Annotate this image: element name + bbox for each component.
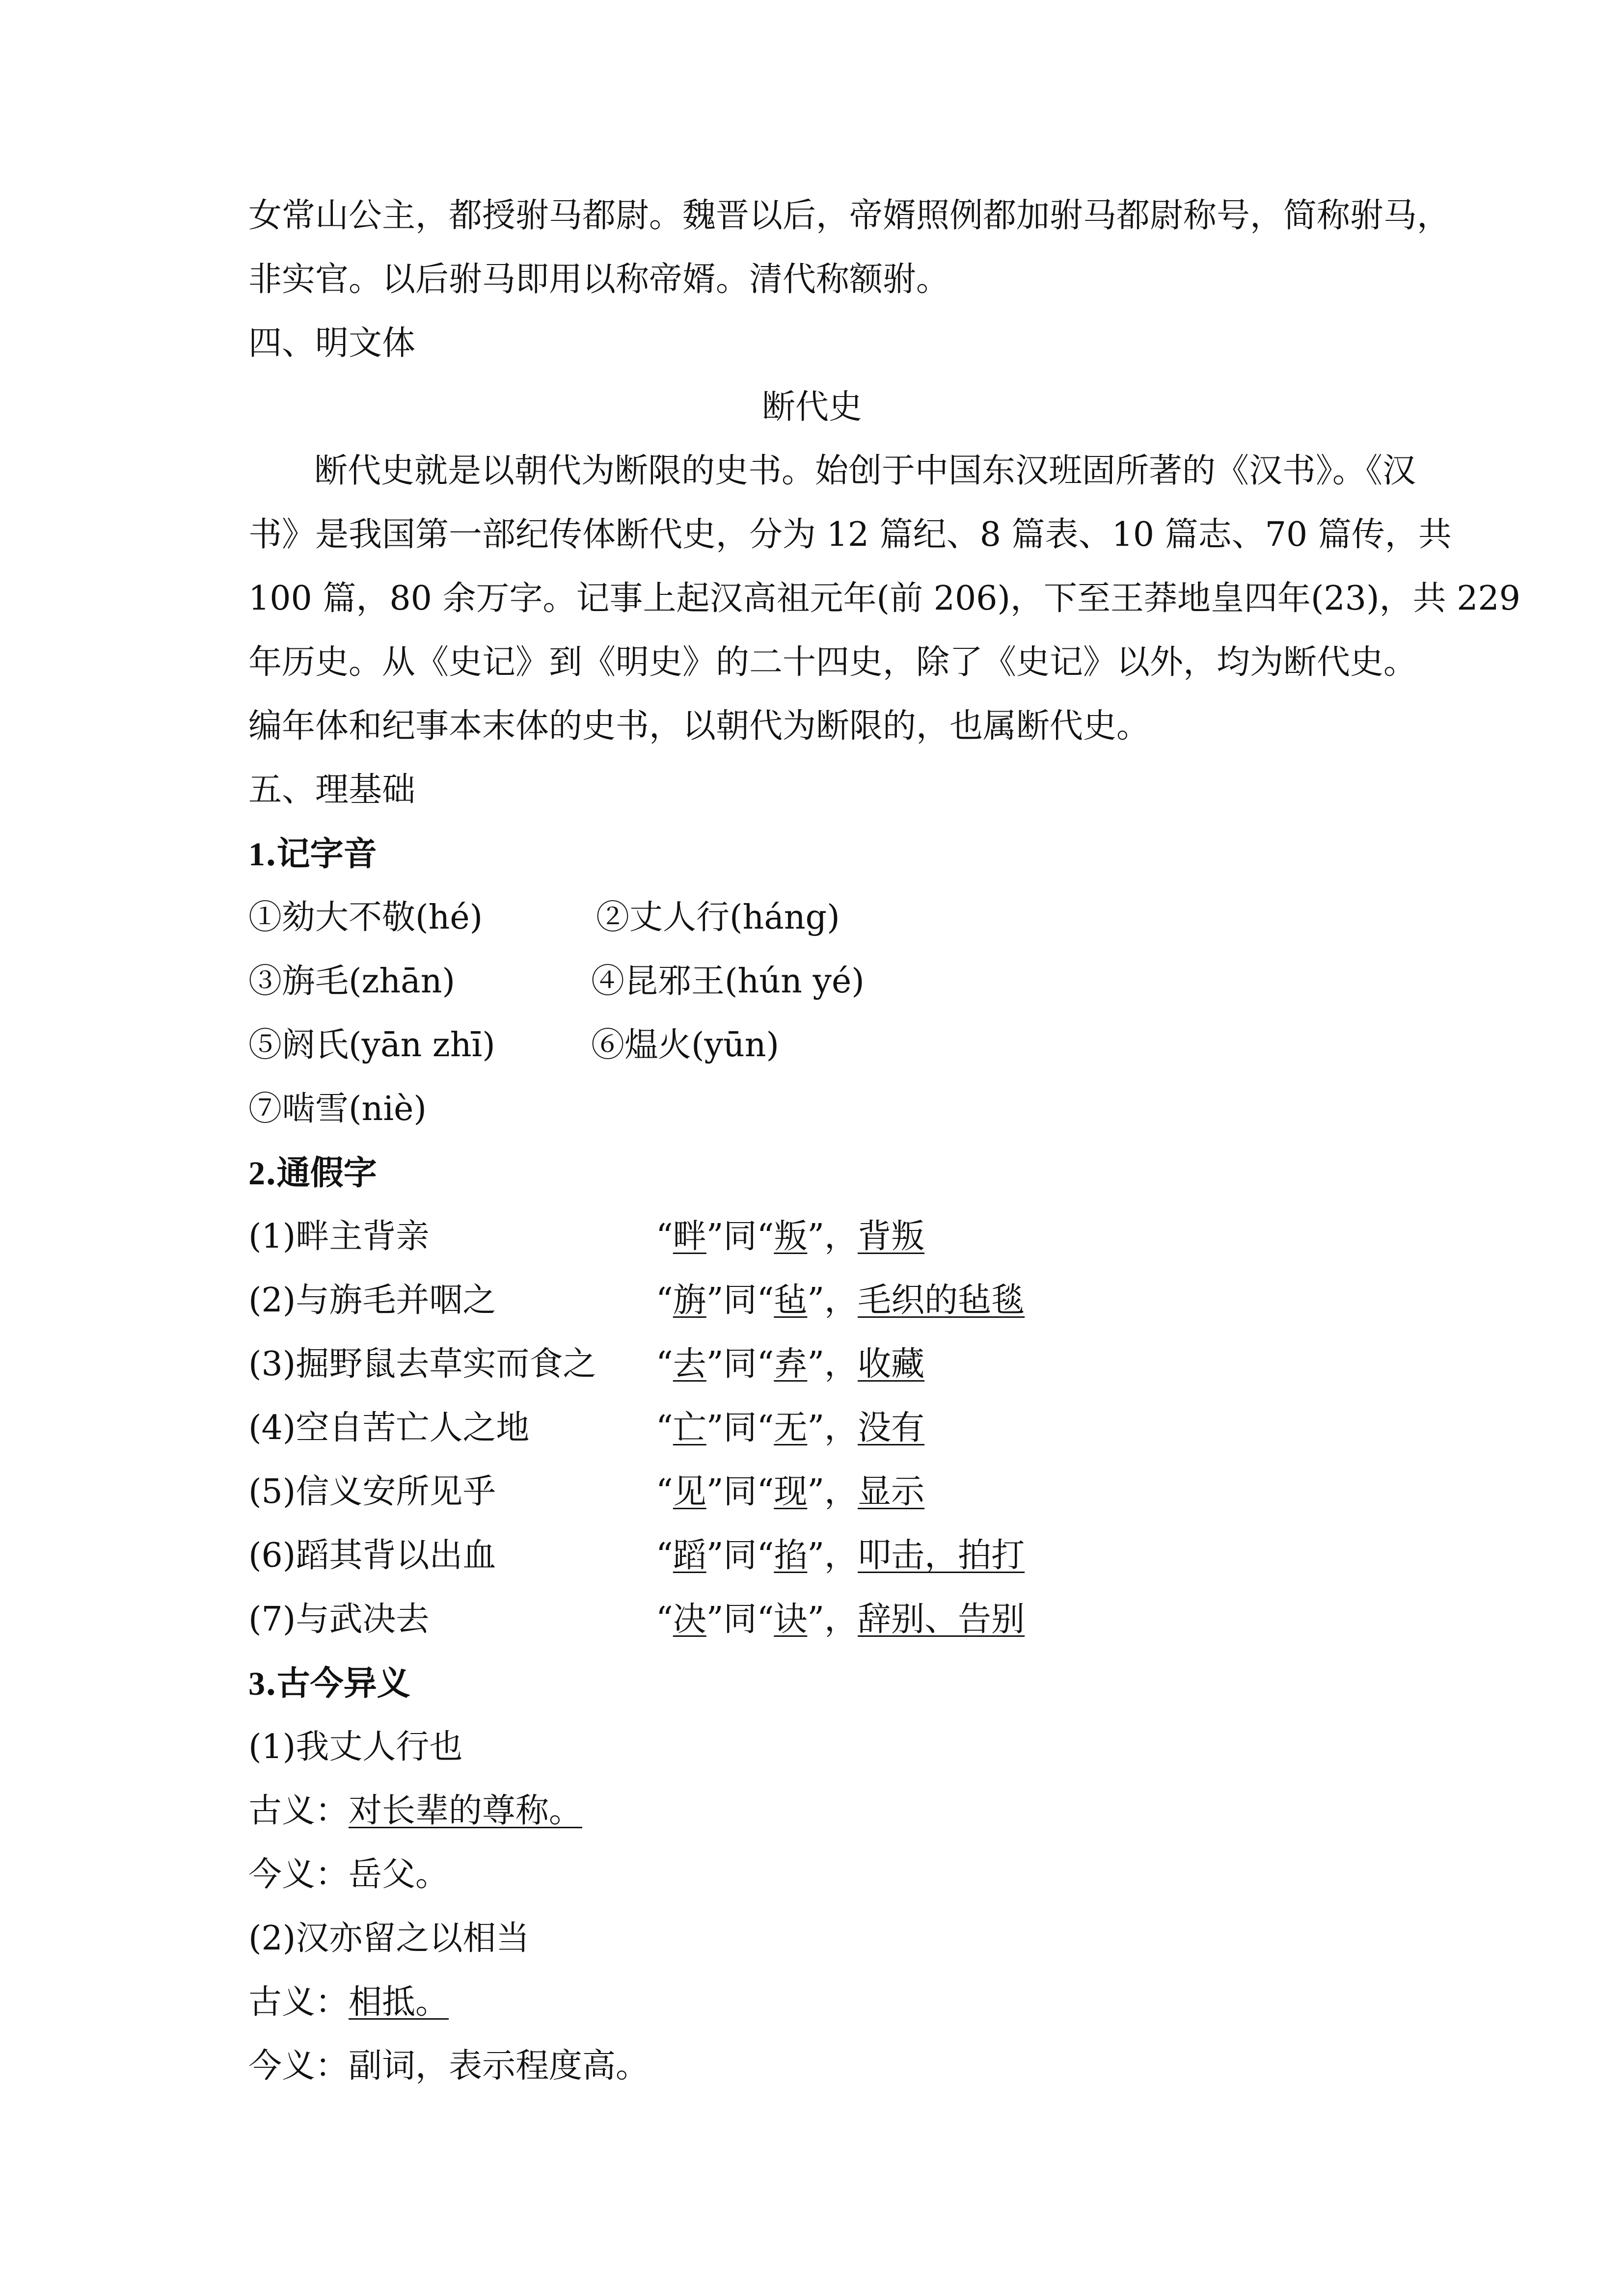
tongjia-char: 亡 [673, 1409, 706, 1447]
gujin-ancient-row [248, 1789, 582, 1833]
tongjia-explanation [656, 1406, 924, 1450]
original-char: 无 [774, 1409, 808, 1447]
original-char: 弆 [774, 1345, 808, 1384]
tongjia-sentence: (1)畔主背亲 [248, 1217, 430, 1256]
close-quote: ” [807, 1345, 825, 1384]
close-quote: ” [706, 1281, 724, 1320]
open-quote: “ [757, 1217, 774, 1256]
tongjia-meaning: 辞别、告别 [858, 1600, 1025, 1639]
same-as-word: 同 [723, 1472, 757, 1511]
subheading-text: .记字音 [265, 834, 377, 874]
original-char: 毡 [774, 1281, 808, 1320]
gujin-modern-row [248, 2044, 649, 2088]
tongjia-explanation [656, 1215, 924, 1259]
tongjia-char: 去 [673, 1345, 706, 1384]
subheading-gujin [248, 1661, 410, 1706]
close-quote: ” [706, 1472, 724, 1511]
open-quote: “ [656, 1536, 673, 1575]
ancient-label: 古义： [248, 1983, 349, 2022]
gujin-ancient-row [248, 1980, 449, 2025]
open-quote: “ [757, 1536, 774, 1575]
tongjia-char: 畔 [673, 1217, 706, 1256]
ancient-meaning: 相抵。 [349, 1983, 449, 2022]
close-quote: ” [706, 1217, 724, 1256]
open-quote: “ [757, 1600, 774, 1639]
modern-label: 今义： [248, 1855, 349, 1894]
close-quote: ” [807, 1409, 825, 1447]
article-line-2: 书》是我国第一部纪传体断代史，分为 12 篇纪、8 篇表、10 篇志、70 篇传，共 [248, 515, 1452, 554]
comma: ， [824, 1600, 858, 1639]
subheading-text: .古今异义 [265, 1664, 410, 1703]
tongjia-sentence: (6)蹈其背以出血 [248, 1536, 496, 1575]
pronunciation-item: ②丈人行(háng) [596, 898, 840, 937]
same-as-word: 同 [723, 1281, 757, 1320]
close-quote: ” [807, 1217, 825, 1256]
modern-label: 今义： [248, 2047, 349, 2085]
original-char: 掐 [774, 1536, 808, 1575]
pronunciation-item: ④昆邪王(hún yé) [591, 962, 865, 1001]
close-quote: ” [807, 1281, 825, 1320]
tongjia-sentence: (2)与旃毛并咽之 [248, 1281, 496, 1320]
tongjia-char: 决 [673, 1600, 706, 1639]
tongjia-explanation [656, 1279, 1025, 1323]
subheading-number: 1 [248, 835, 265, 873]
comma: ， [824, 1281, 858, 1320]
open-quote: “ [656, 1409, 673, 1447]
subheading-number: 2 [248, 1154, 265, 1192]
article-line-3: 100 篇，80 余万字。记事上起汉高祖元年(前 206)，下至王莽地皇四年(23)，共 229 [248, 579, 1521, 618]
gujin-modern-row [248, 1853, 449, 1897]
tongjia-sentence: (5)信义安所见乎 [248, 1472, 496, 1511]
close-quote: ” [807, 1472, 825, 1511]
tongjia-sentence: (4)空自苦亡人之地 [248, 1409, 530, 1447]
subheading-pronunciation [248, 832, 377, 877]
pronunciation-row-4 [248, 1087, 427, 1131]
tongjia-char: 见 [673, 1472, 706, 1511]
open-quote: “ [656, 1472, 673, 1511]
original-char: 现 [774, 1472, 808, 1511]
section-heading-mingwenti: 四、明文体 [248, 324, 416, 363]
same-as-word: 同 [723, 1536, 757, 1575]
tongjia-char: 旃 [673, 1281, 706, 1320]
article-line-1: 断代史就是以朝代为断限的史书。始创于中国东汉班固所著的《汉书》。《汉 [314, 452, 1416, 490]
tongjia-sentence: (3)掘野鼠去草实而食之 [248, 1345, 596, 1384]
pronunciation-item: ③旃毛(zhān) [248, 962, 456, 1001]
comma: ， [824, 1217, 858, 1256]
tongjia-explanation [656, 1470, 924, 1514]
open-quote: “ [757, 1281, 774, 1320]
pronunciation-item: ①劾大不敬(hé) [248, 898, 483, 937]
comma: ， [824, 1409, 858, 1447]
close-quote: ” [706, 1600, 724, 1639]
close-quote: ” [706, 1345, 724, 1384]
comma: ， [824, 1536, 858, 1575]
tongjia-meaning: 显示 [858, 1472, 925, 1511]
article-title: 断代史 [761, 388, 862, 427]
gujin-sentence: (2)汉亦留之以相当 [248, 1919, 530, 1958]
article-line-5: 编年体和纪事本末体的史书，以朝代为断限的，也属断代史。 [248, 707, 1150, 746]
article-line-4: 年历史。从《史记》到《明史》的二十四史，除了《史记》以外，均为断代史。 [248, 643, 1417, 682]
tongjia-char: 蹈 [673, 1536, 706, 1575]
tongjia-meaning: 收藏 [858, 1345, 925, 1384]
pronunciation-item: ⑤阏氏(yān zhī) [248, 1026, 495, 1065]
pronunciation-item: ⑦啮雪(niè) [248, 1090, 427, 1128]
pronunciation-item: ⑥煴火(yūn) [591, 1026, 780, 1065]
same-as-word: 同 [723, 1600, 757, 1639]
tongjia-explanation [656, 1598, 1025, 1642]
subheading-number: 3 [248, 1665, 265, 1702]
ancient-label: 古义： [248, 1791, 349, 1830]
original-char: 叛 [774, 1217, 808, 1256]
comma: ， [824, 1472, 858, 1511]
tongjia-explanation [656, 1342, 924, 1387]
open-quote: “ [757, 1472, 774, 1511]
comma: ， [824, 1345, 858, 1384]
open-quote: “ [656, 1345, 673, 1384]
intro-line-2: 非实官。以后驸马即用以称帝婿。清代称额驸。 [248, 260, 950, 299]
open-quote: “ [656, 1217, 673, 1256]
tongjia-meaning: 毛织的毡毯 [858, 1281, 1025, 1320]
tongjia-meaning: 没有 [858, 1409, 925, 1447]
same-as-word: 同 [723, 1409, 757, 1447]
tongjia-sentence: (7)与武决去 [248, 1600, 430, 1639]
close-quote: ” [807, 1536, 825, 1575]
gujin-sentence: (1)我丈人行也 [248, 1728, 463, 1766]
original-char: 诀 [774, 1600, 808, 1639]
open-quote: “ [656, 1281, 673, 1320]
close-quote: ” [807, 1600, 825, 1639]
subheading-tongjia [248, 1151, 377, 1196]
section-heading-lijichu: 五、理基础 [248, 771, 416, 809]
close-quote: ” [706, 1536, 724, 1575]
close-quote: ” [706, 1409, 724, 1447]
open-quote: “ [757, 1409, 774, 1447]
tongjia-meaning: 背叛 [858, 1217, 925, 1256]
intro-line-1: 女常山公主，都授驸马都尉。魏晋以后，帝婿照例都加驸马都尉称号，简称驸马， [248, 196, 1451, 235]
tongjia-meaning: 叩击，拍打 [858, 1536, 1025, 1575]
open-quote: “ [757, 1345, 774, 1384]
modern-meaning: 岳父。 [349, 1855, 449, 1894]
modern-meaning: 副词，表示程度高。 [349, 2047, 650, 2085]
tongjia-explanation [656, 1534, 1025, 1578]
open-quote: “ [656, 1600, 673, 1639]
subheading-text: .通假字 [265, 1153, 377, 1193]
ancient-meaning: 对长辈的尊称。 [349, 1791, 583, 1830]
same-as-word: 同 [723, 1217, 757, 1256]
same-as-word: 同 [723, 1345, 757, 1384]
